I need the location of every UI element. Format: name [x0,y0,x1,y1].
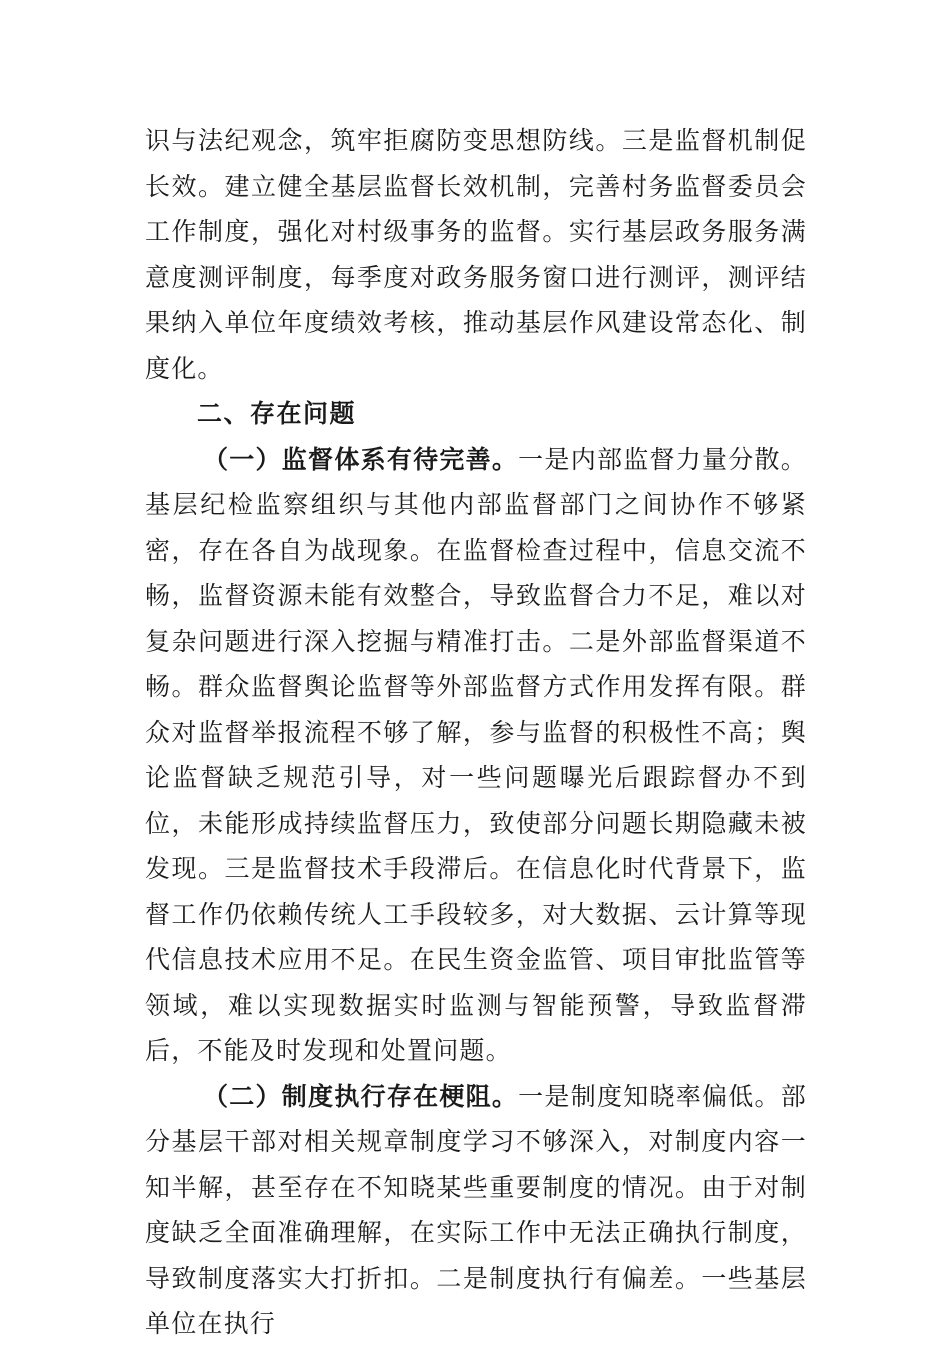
paragraph-supervision-system [145,437,807,1074]
paragraph-system-execution [145,1074,807,1347]
subsection-title-1: （一）监督体系有待完善。 [203,444,519,474]
section-heading: 二、存在问题 [197,399,357,428]
subsection-body-2: 一是制度知晓率偏低。部分基层干部对相关规章制度学习不够深入，对制度内容一知半解，甚至存在不知晓某些重要制度的情况。由于对制度缺乏全面准确理解，在实际工作中无法正确执行制度，导致制度落实大打折扣。二是制度执行有偏差。一些基层单位在执行 [145,1081,808,1338]
subsection-body-1: 一是内部监督力量分散。基层纪检监察组织与其他内部监督部门之间协作不够紧密，存在各自为战现象。在监督检查过程中，信息交流不畅，监督资源未能有效整合，导致监督合力不足，难以对复杂问题进行深入挖掘与精准打击。二是外部监督渠道不畅。群众监督舆论监督等外部监督方式作用发挥有限。群众对监督举报流程不够了解，参与监督的积极性不高；舆论监督缺乏规范引导，对一些问题曝光后跟踪督办不到位，未能形成持续监督压力，致使部分问题长期隐藏未被发现。三是监督技术手段滞后。在信息化时代背景下，监督工作仍依赖传统人工手段较多，对大数据、云计算等现代信息技术应用不足。在民生资金监管、项目审批监管等领域，难以实现数据实时监测与智能预警，导致监督滞后，不能及时发现和处置问题。 [145,444,808,1065]
continued-paragraph [145,118,807,391]
document-body [145,118,807,1347]
subsection-title-2: （二）制度执行存在梗阻。 [203,1081,519,1111]
continued-paragraph-text: 识与法纪观念，筑牢拒腐防变思想防线。三是监督机制促长效。建立健全基层监督长效机制，完善村务监督委员会工作制度，强化对村级事务的监督。实行基层政务服务满意度测评制度，每季度对政务服务窗口进行测评，测评结果纳入单位年度绩效考核，推动基层作风建设常态化、制度化。 [145,126,807,383]
